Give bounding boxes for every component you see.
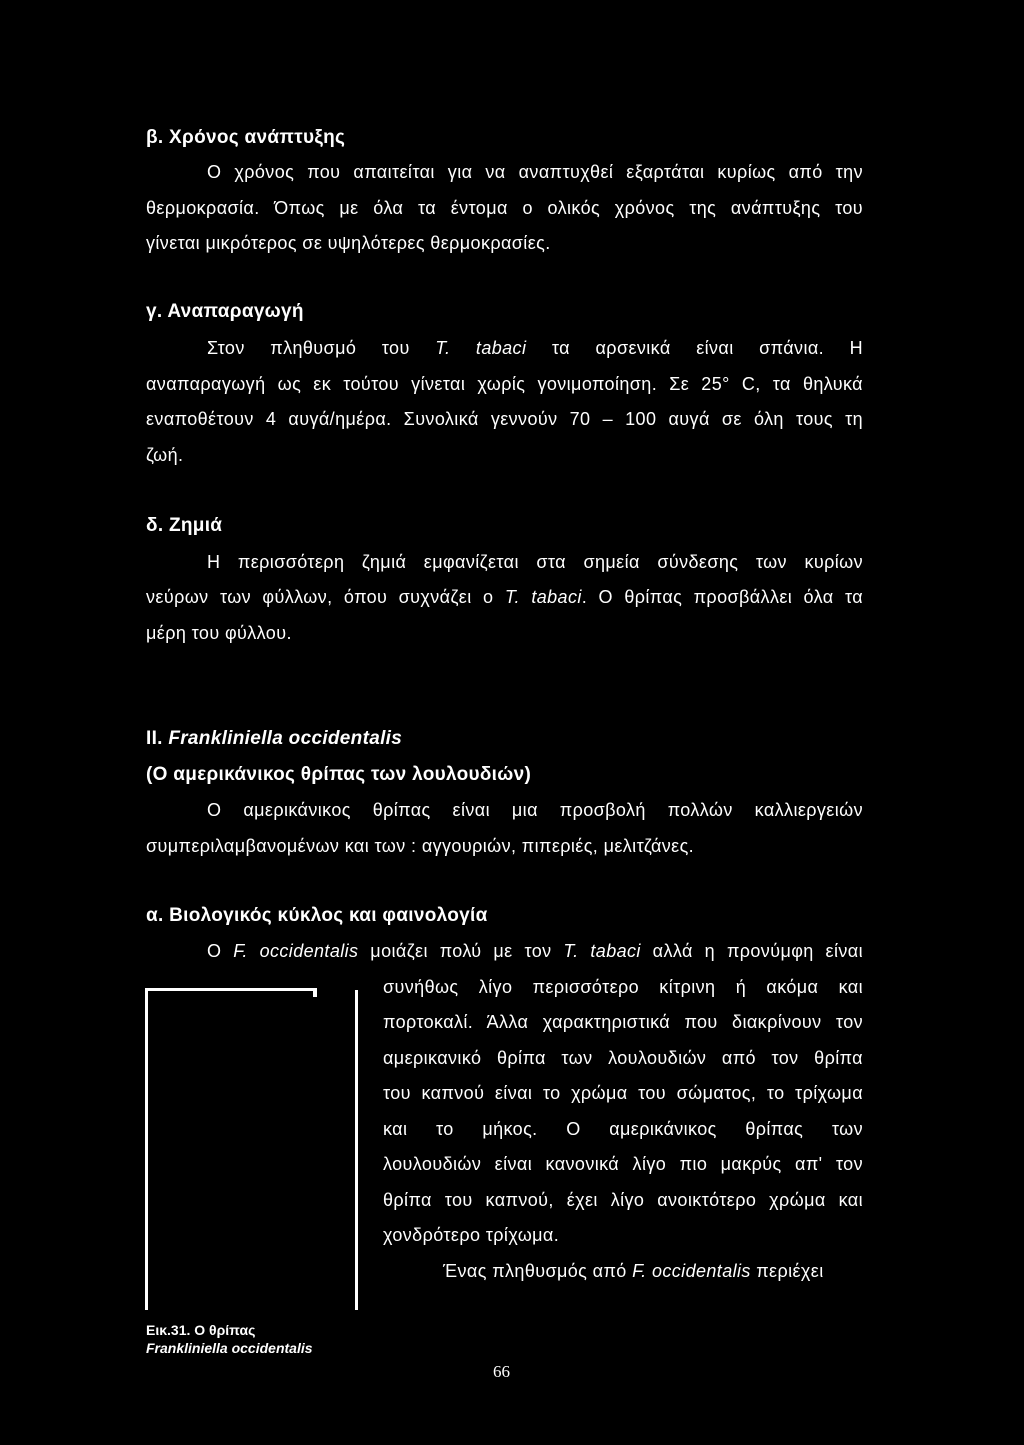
section-heading-frankliniella: ΙΙ. Frankliniella occidentalis [146, 728, 403, 749]
figure-caption-species: Frankliniella occidentalis [146, 1340, 313, 1356]
species-name: T. tabaci [563, 941, 641, 961]
paragraph-line: λουλουδιών είναι κανονικά λίγο πιο μακρύς απ' τον [383, 1154, 863, 1174]
paragraph-line: συνήθως λίγο περισσότερο κίτρινη ή ακόμα και [383, 977, 863, 997]
figure-caption-label: Εικ.31. Ο θρίπας [146, 1322, 256, 1338]
paragraph-line: ζωή. [146, 445, 184, 465]
figure-border-tick [313, 988, 317, 997]
paragraph-line: Στον πληθυσμό του T. tabaci τα αρσενικά είναι σπάνια. Η [207, 338, 863, 358]
paragraph-line: Ένας πληθυσμός από F. occidentalis περιέχει [443, 1261, 824, 1281]
paragraph-line: Ο χρόνος που απαιτείται για να αναπτυχθεί εξαρτάται κυρίως από την [207, 162, 863, 182]
paragraph-line: εναποθέτουν 4 αυγά/ημέρα. Συνολικά γεννούν 70 – 100 αυγά σε όλη τους τη [146, 409, 863, 429]
figure-border-right [355, 990, 358, 1310]
paragraph-line: αμερικανικό θρίπα των λουλουδιών από τον θρίπα [383, 1048, 863, 1068]
page-number: 66 [493, 1362, 510, 1381]
figure-frame [145, 988, 358, 1310]
section-heading-reproduction: γ. Αναπαραγωγή [146, 301, 304, 322]
section-heading-damage: δ. Ζημιά [146, 515, 223, 536]
paragraph-line: Ο αμερικάνικος θρίπας είναι μια προσβολή πολλών καλλιεργειών [207, 800, 863, 820]
paragraph-line: γίνεται μικρότερος σε υψηλότερες θερμοκρασίες. [146, 233, 551, 253]
paragraph-line: συμπεριλαμβανομένων και των : αγγουριών, πιπεριές, μελιτζάνες. [146, 836, 695, 856]
paragraph-line: θρίπα του καπνού, έχει λίγο ανοικτότερο χρώμα και [383, 1190, 863, 1210]
section-subheading: (Ο αμερικάνικος θρίπας των λουλουδιών) [146, 764, 532, 785]
section-heading-development-time: β. Χρόνος ανάπτυξης [146, 127, 346, 148]
paragraph-line: χονδρότερο τρίχωμα. [383, 1225, 560, 1245]
paragraph-line: και το μήκος. Ο αμερικάνικος θρίπας των [383, 1119, 863, 1139]
figure-border-left [145, 988, 148, 1310]
species-name: T. tabaci [504, 587, 582, 607]
paragraph-line: Η περισσότερη ζημιά εμφανίζεται στα σημεία σύνδεσης των κυρίων [207, 552, 863, 572]
species-name: F. occidentalis [632, 1261, 751, 1281]
paragraph-line: του καπνού είναι το χρώμα του σώματος, το τρίχωμα [383, 1083, 863, 1103]
paragraph-line: θερμοκρασία. Όπως με όλα τα έντομα ο ολικός χρόνος της ανάπτυξης του [146, 198, 863, 218]
paragraph-line: πορτοκαλί. Άλλα χαρακτηριστικά που διακρίνουν τον [383, 1012, 863, 1032]
section-heading-life-cycle: α. Βιολογικός κύκλος και φαινολογία [146, 905, 488, 926]
species-name: T. tabaci [435, 338, 527, 358]
paragraph-line: Ο F. occidentalis μοιάζει πολύ με τον T. tabaci αλλά η προνύμφη είναι [207, 941, 863, 961]
species-name: Frankliniella occidentalis [168, 728, 403, 749]
figure-border-top [145, 988, 315, 991]
paragraph-line: μέρη του φύλλου. [146, 623, 292, 643]
paragraph-line: αναπαραγωγή ως εκ τούτου γίνεται χωρίς γονιμοποίηση. Σε 25° C, τα θηλυκά [146, 374, 863, 394]
paragraph-line: νεύρων των φύλλων, όπου συχνάζει ο T. tabaci. Ο θρίπας προσβάλλει όλα τα [146, 587, 864, 607]
species-name: F. occidentalis [233, 941, 359, 961]
